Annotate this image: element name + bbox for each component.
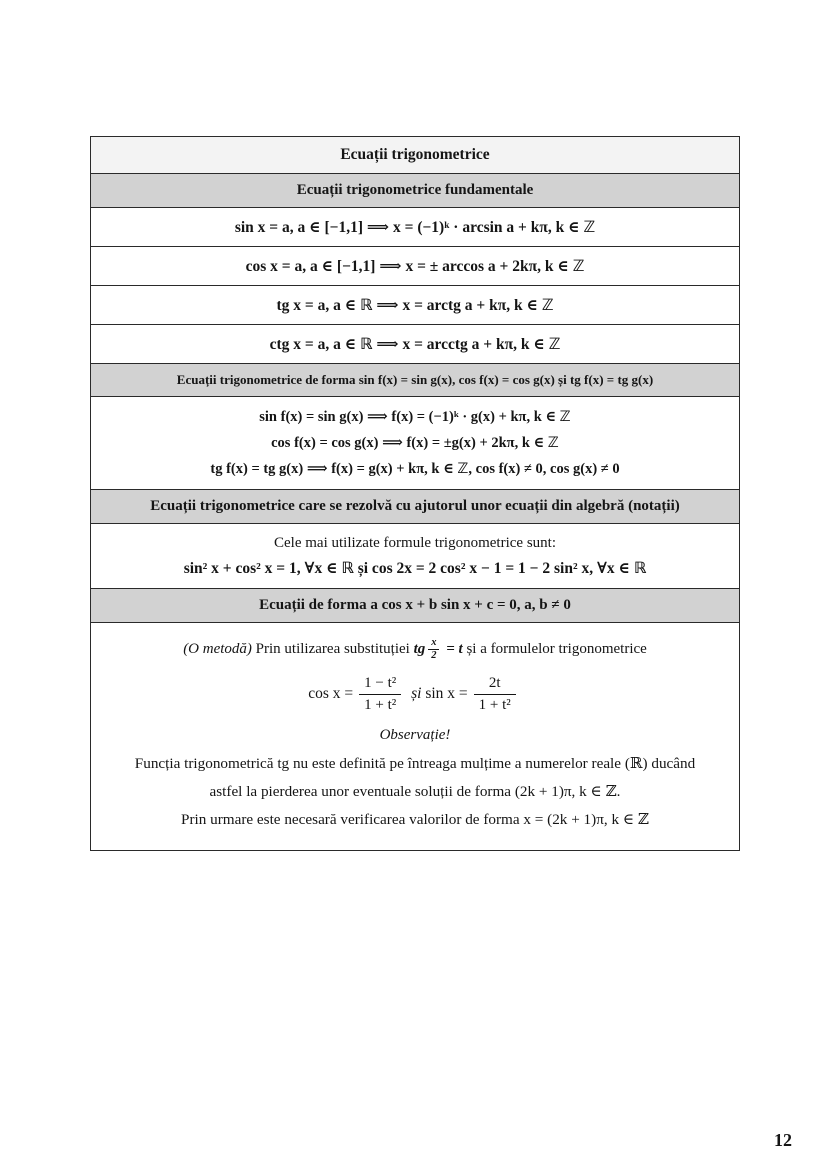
method-text-1: Prin utilizarea substituției <box>255 641 410 657</box>
note-line-3: Prin urmare este necesară verificarea valorilor de forma x = (2k + 1)π, k ∈ ℤ <box>181 811 649 829</box>
sinx-fraction-denominator: 1 + t² <box>478 696 511 713</box>
section-header-algebra: Ecuații trigonometrice care se rezolvă cu ajutorul unor ecuații din algebră (notații) <box>91 490 739 524</box>
formula-tg-fg: tg f(x) = tg g(x) ⟹ f(x) = g(x) + kπ, k ∈ ℤ, cos f(x) ≠ 0, cos g(x) ≠ 0 <box>210 461 620 477</box>
tg-equals-t: = t <box>446 641 463 657</box>
section-header-forma-fg: Ecuații trigonometrice de forma sin f(x) = sin g(x), cos f(x) = cos g(x) și tg f(x) = tg g(x) <box>91 364 739 397</box>
tg-label: tg <box>413 641 426 657</box>
tg-half-fraction <box>428 637 439 662</box>
method-line <box>101 633 729 668</box>
page-number: 12 <box>774 1130 792 1150</box>
sinx-fraction-numerator: 2t <box>474 674 516 695</box>
sinx-fraction <box>474 674 516 715</box>
note-line-2: astfel la pierderea unor eventuale soluții de forma (2k + 1)π, k ∈ ℤ. <box>209 783 621 801</box>
note-line-1: Funcția trigonometrică tg nu este definită pe întreaga mulțime a numerelor reale (ℝ) ducând <box>134 755 696 773</box>
formula-sin: sin x = a, a ∈ [−1,1] ⟹ x = (−1)ᵏ · arcsin a + kπ, k ∈ ℤ <box>91 208 739 247</box>
tg-fraction-numerator: x <box>428 637 439 650</box>
formula-tg: tg x = a, a ∈ ℝ ⟹ x = arctg a + kπ, k ∈ ℤ <box>91 286 739 325</box>
formula-sin-fg: sin f(x) = sin g(x) ⟹ f(x) = (−1)ᵏ · g(x) + kπ, k ∈ ℤ <box>259 409 571 425</box>
tg-fraction-denominator: 2 <box>431 650 437 662</box>
cosx-fraction-numerator: 1 − t² <box>359 674 401 695</box>
algebra-intro-text: Cele mai utilizate formule trigonometrice sunt: <box>274 535 556 551</box>
observation-title: Observație! <box>379 726 451 743</box>
algebra-formulas-cell <box>91 524 739 589</box>
section-header-acosbsin: Ecuații de forma a cos x + b sin x + c = 0, a, b ≠ 0 <box>91 589 739 623</box>
method-text-2: și a formulelor trigonometrice <box>466 641 647 657</box>
algebra-formula-text: sin² x + cos² x = 1, ∀x ∈ ℝ și cos 2x = 2 cos² x − 1 = 1 − 2 sin² x, ∀x ∈ ℝ <box>183 560 647 577</box>
trig-equations-table <box>90 136 740 851</box>
formula-cos: cos x = a, a ∈ [−1,1] ⟹ x = ± arccos a + 2kπ, k ∈ ℤ <box>91 247 739 286</box>
sinx-label: sin x = <box>425 684 468 702</box>
cosx-fraction-denominator: 1 + t² <box>364 696 397 713</box>
cosx-fraction <box>359 674 401 715</box>
tg-substitution <box>413 637 467 662</box>
fraction-line <box>101 668 729 721</box>
section-header-fundamental: Ecuații trigonometrice fundamentale <box>91 174 739 208</box>
formula-ctg: ctg x = a, a ∈ ℝ ⟹ x = arcctg a + kπ, k ∈ ℤ <box>91 325 739 364</box>
forma-fg-formulas-cell <box>91 397 739 490</box>
cosx-label: cos x = <box>308 684 354 702</box>
method-label: (O metodă) <box>183 641 252 657</box>
si-label: și <box>411 684 422 702</box>
table-title: Ecuații trigonometrice <box>91 137 739 174</box>
formula-cos-fg: cos f(x) = cos g(x) ⟹ f(x) = ±g(x) + 2kπ, k ∈ ℤ <box>271 435 559 451</box>
method-cell <box>91 623 739 850</box>
